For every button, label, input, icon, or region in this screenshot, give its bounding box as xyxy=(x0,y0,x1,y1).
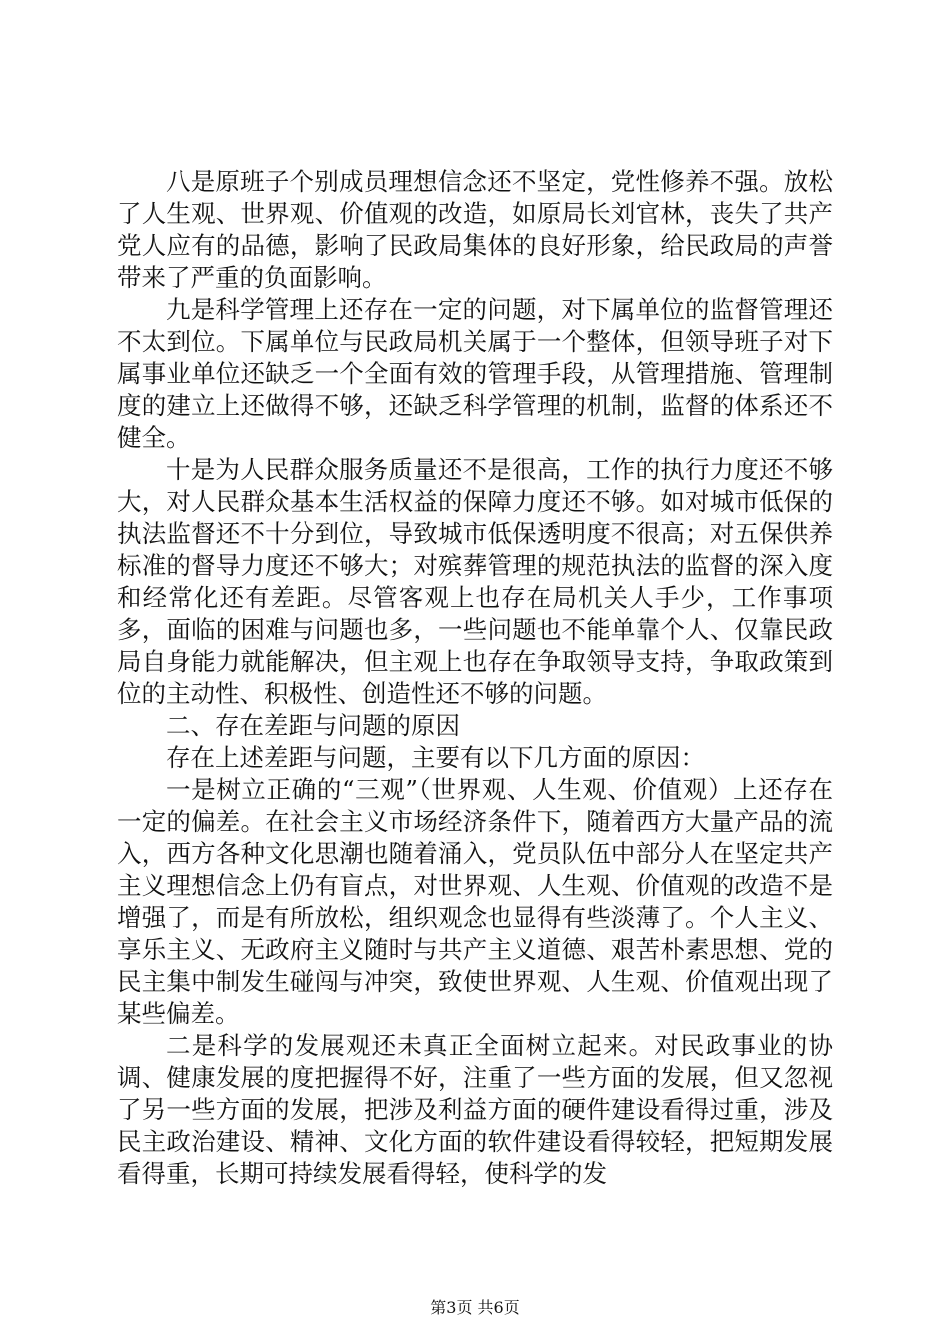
paragraph-reason-1: 一是树立正确的“三观”（世界观、人生观、价值观）上还存在一定的偏差。在社会主义市场经济条件下，随着西方大量产品的流入，西方各种文化思潮也随着涌入，党员队伍中部分人在坚定共产主义理想信念上仍有盲点，对世界观、人生观、价值观的改造不是增强了，而是有所放松，组织观念也显得有些淡薄了。个人主义、享乐主义、无政府主义随时与共产主义道德、艰苦朴素思想、党的民主集中制发生碰闯与冲突，致使世界观、人生观、价值观出现了某些偏差。 xyxy=(117,775,833,1028)
page-footer: 第3页 共6页 xyxy=(430,1298,520,1317)
body-text xyxy=(117,166,833,1190)
paragraph-intro: 存在上述差距与问题，主要有以下几方面的原因： xyxy=(166,743,705,772)
paragraph-8: 八是原班子个别成员理想信念还不坚定，党性修养不强。放松了人生观、世界观、价值观的改造，如原局长刘官林，丧失了共产党人应有的品德，影响了民政局集体的良好形象，给民政局的声誉带来了严重的负面影响。 xyxy=(117,167,833,292)
paragraph-10: 十是为人民群众服务质量还不是很高，工作的执行力度还不够大，对人民群众基本生活权益的保障力度还不够。如对城市低保的执法监督还不十分到位，导致城市低保透明度不很高；对五保供养标准的督导力度还不够大；对殡葬管理的规范执法的监督的深入度和经常化还有差距。尽管客观上也存在局机关人手少，工作事项多，面临的困难与问题也多，一些问题也不能单靠个人、仅靠民政局自身能力就能解决，但主观上也存在争取领导支持，争取政策到位的主动性、积极性、创造性还不够的问题。 xyxy=(117,455,833,708)
paragraph-9: 九是科学管理上还存在一定的问题，对下属单位的监督管理还不太到位。下属单位与民政局机关属于一个整体，但领导班子对下属事业单位还缺乏一个全面有效的管理手段，从管理措施、管理制度的建立上还做得不够，还缺乏科学管理的机制，监督的体系还不健全。 xyxy=(117,295,833,452)
paragraph-reason-2: 二是科学的发展观还未真正全面树立起来。对民政事业的协调、健康发展的度把握得不好，注重了一些方面的发展，但又忽视了另一些方面的发展，把涉及利益方面的硬件建设看得过重，涉及民主政治建设、精神、文化方面的软件建设看得较轻，把短期发展看得重，长期可持续发展看得轻，使科学的发 xyxy=(117,1031,833,1188)
section-heading: 二、存在差距与问题的原因 xyxy=(166,711,460,740)
